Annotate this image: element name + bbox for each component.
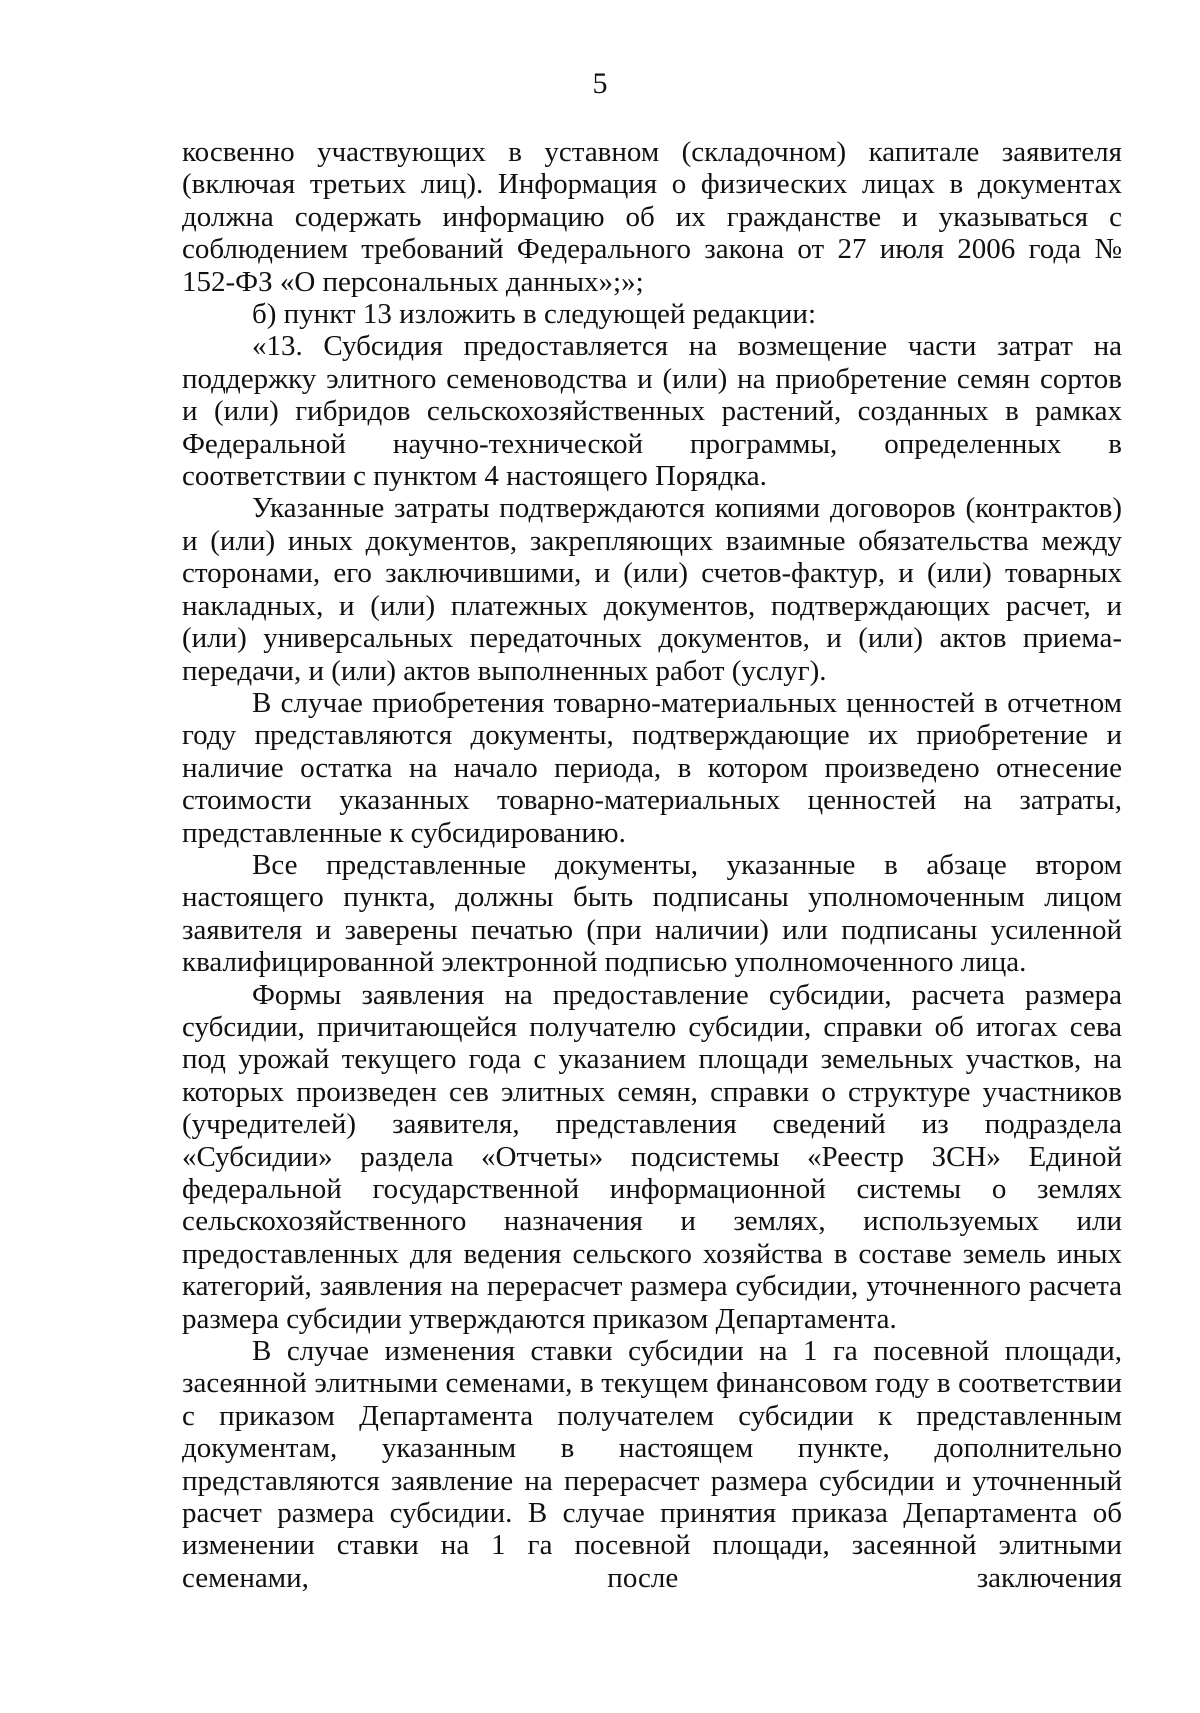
- paragraph-7: Формы заявления на предоставление субсидии, расчета размера субсидии, причитающейся получателю субсидии, справки об итогах сева под урожай текущего года с указанием площади земельных участков, на которых произведен сев элитных семян, справки о структуре участников (учредителей) заявителя, представления сведений из подраздела «Субсидии» раздела «Отчеты» подсистемы «Реестр ЗСН» Единой федеральной государственной информационной системы о землях сельскохозяйственного назначения и землях, используемых или предоставленных для ведения сельского хозяйства в составе земель иных категорий, заявления на перерасчет размера субсидии, уточненного расчета размера субсидии утверждаются приказом Департамента.: [182, 978, 1122, 1335]
- paragraph-1: косвенно участвующих в уставном (складочном) капитале заявителя (включая третьих лиц). Информация о физических лицах в документах должна содержать информацию об их гражданстве и указываться с соблюдением требований Федерального закона от 27 июля 2006 года № 152-ФЗ «О персональных данных»;»;: [182, 136, 1122, 298]
- paragraph-5: В случае приобретения товарно-материальных ценностей в отчетном году представляются документы, подтверждающие их приобретение и наличие остатка на начало периода, в котором произведено отнесение стоимости указанных товарно-материальных ценностей на затраты, представленные к субсидированию.: [182, 686, 1122, 849]
- paragraph-8: В случае изменения ставки субсидии на 1 га посевной площади, засеянной элитными семенами, в текущем финансовом году в соответствии с приказом Департамента получателем субсидии к представленным документам, указанным в настоящем пункте, дополнительно представляются заявление на перерасчет размера субсидии и уточненный расчет размера субсидии. В случае принятия приказа Департамента об изменении ставки на 1 га посевной площади, засеянной элитными семенами, после заключения: [182, 1335, 1122, 1594]
- page-number: 5: [592, 67, 608, 100]
- paragraph-2: б) пункт 13 изложить в следующей редакции:: [252, 298, 816, 331]
- paragraph-3: «13. Субсидия предоставляется на возмещение части затрат на поддержку элитного семеноводства и (или) на приобретение семян сортов и (или) гибридов сельскохозяйственных растений, созданных в рамках Федеральной научно-технической программы, определенных в соответствии с пунктом 4 настоящего Порядка.: [182, 330, 1122, 493]
- document-body: [182, 136, 1122, 1594]
- paragraph-6: Все представленные документы, указанные в абзаце втором настоящего пункта, должны быть подписаны уполномоченным лицом заявителя и заверены печатью (при наличии) или подписаны усиленной квалифицированной электронной подписью уполномоченного лица.: [182, 848, 1122, 979]
- paragraph-4: Указанные затраты подтверждаются копиями договоров (контрактов) и (или) иных документов, закрепляющих взаимные обязательства между сторонами, его заключившими, и (или) счетов-фактур, и (или) товарных накладных, и (или) платежных документов, подтверждающих расчет, и (или) универсальных передаточных документов, и (или) актов приема-передачи, и (или) актов выполненных работ (услуг).: [182, 492, 1122, 687]
